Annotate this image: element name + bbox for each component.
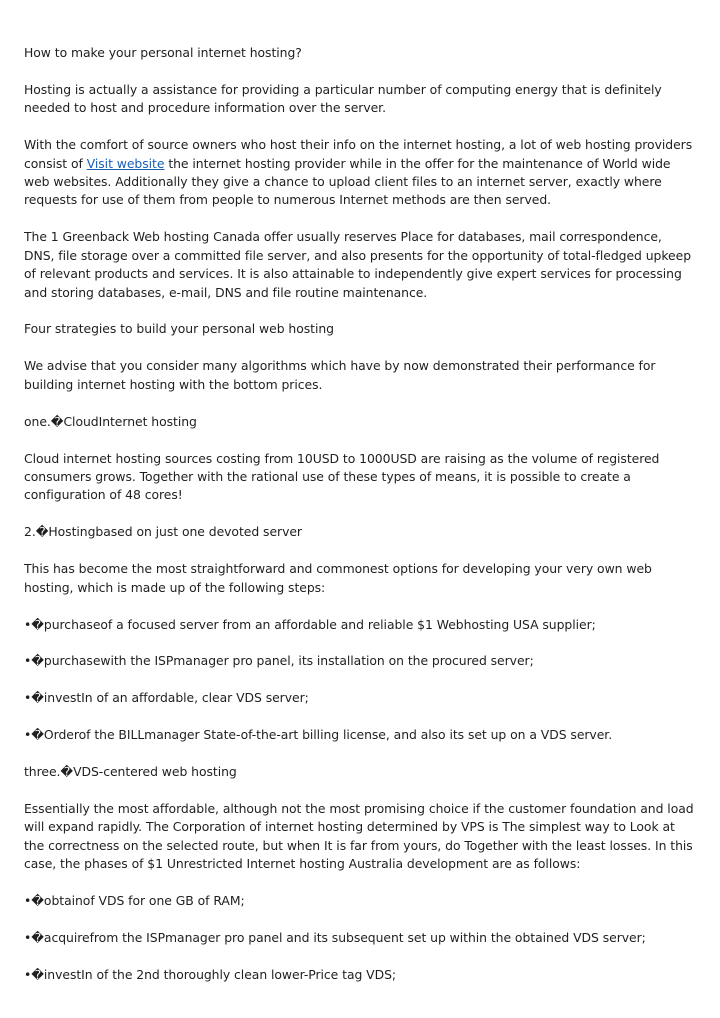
strategy-heading-cloud: one.�CloudInternet hosting: [24, 413, 197, 429]
paragraph-cloud: Cloud internet hosting sources costing from 10USD to 1000USD are raising as the volume of registered consumers grows. Together with the rational use of these types of means, it is possible to create a configuration of 48 cores!: [24, 450, 660, 503]
paragraph-greenback: The 1 Greenback Web hosting Canada offer usually reserves Place for databases, mail correspondence, DNS, file storage over a committed file server, and also presents for the opportunity of total-fledged upkeep of relevant products and services. It is also attainable to independently give expert services for processing and storing databases, e-mail, DNS and file routine maintenance.: [24, 229, 692, 300]
strategy-heading-dedicated: 2.�Hostingbased on just one devoted server: [24, 524, 302, 540]
list-item: •�purchasewith the ISPmanager pro panel, its installation on the procured server;: [24, 653, 534, 669]
paragraph-text: With the comfort of source owners who host their info on the internet hosting, a lot of web hosting providers consist of: [24, 137, 693, 171]
strategy-heading-vds: three.�VDS-centered web hosting: [24, 764, 237, 780]
list-item: •�Orderof the BILLmanager State-of-the-art billing license, and also its set up on a VDS server.: [24, 727, 613, 743]
paragraph-advice: We advise that you consider many algorithms which have by now demonstrated their performance for building internet hosting with the bottom prices.: [24, 358, 656, 392]
section-heading-strategies: Four strategies to build your personal web hosting: [24, 321, 334, 337]
list-item: •�purchaseof a focused server from an affordable and reliable $1 Webhosting USA supplier;: [24, 616, 596, 632]
list-item: •�acquirefrom the ISPmanager pro panel and its subsequent set up within the obtained VDS server;: [24, 930, 646, 946]
visit-website-link[interactable]: Visit website: [86, 155, 165, 171]
paragraph-hosting-definition: Hosting is actually a assistance for providing a particular number of computing energy that is definitely needed to host and procedure information over the server.: [24, 81, 662, 116]
paragraph-vds: Essentially the most affordable, although not the most promising choice if the customer foundation and load will expand rapidly. The Corporation of internet hosting determined by VPS is The simplest way to Look at the correctness on the selected route, but when It is far from yours, do Together with the least losses. In this case, the phases of $1 Unrestricted Internet hosting Australia development are as follows:: [24, 801, 694, 872]
list-item: •�obtainof VDS for one GB of RAM;: [24, 893, 245, 909]
paragraph-text: the internet hosting provider while in the offer for the maintenance of World wide web websites. Additionally they give a chance to upload client files to an internet server, exactly where requests for use of them from people to numerous Internet methods are then served.: [24, 155, 671, 208]
list-item: •�investIn of an affordable, clear VDS server;: [24, 690, 309, 706]
paragraph-dedicated: This has become the most straightforward and commonest options for developing your very own web hosting, which is made up of the following steps:: [24, 561, 652, 595]
paragraph-providers: [24, 136, 696, 210]
intro-question: How to make your personal internet hosting?: [24, 45, 302, 60]
list-item: •�investIn of the 2nd thoroughly clean lower-Price tag VDS;: [24, 967, 397, 982]
